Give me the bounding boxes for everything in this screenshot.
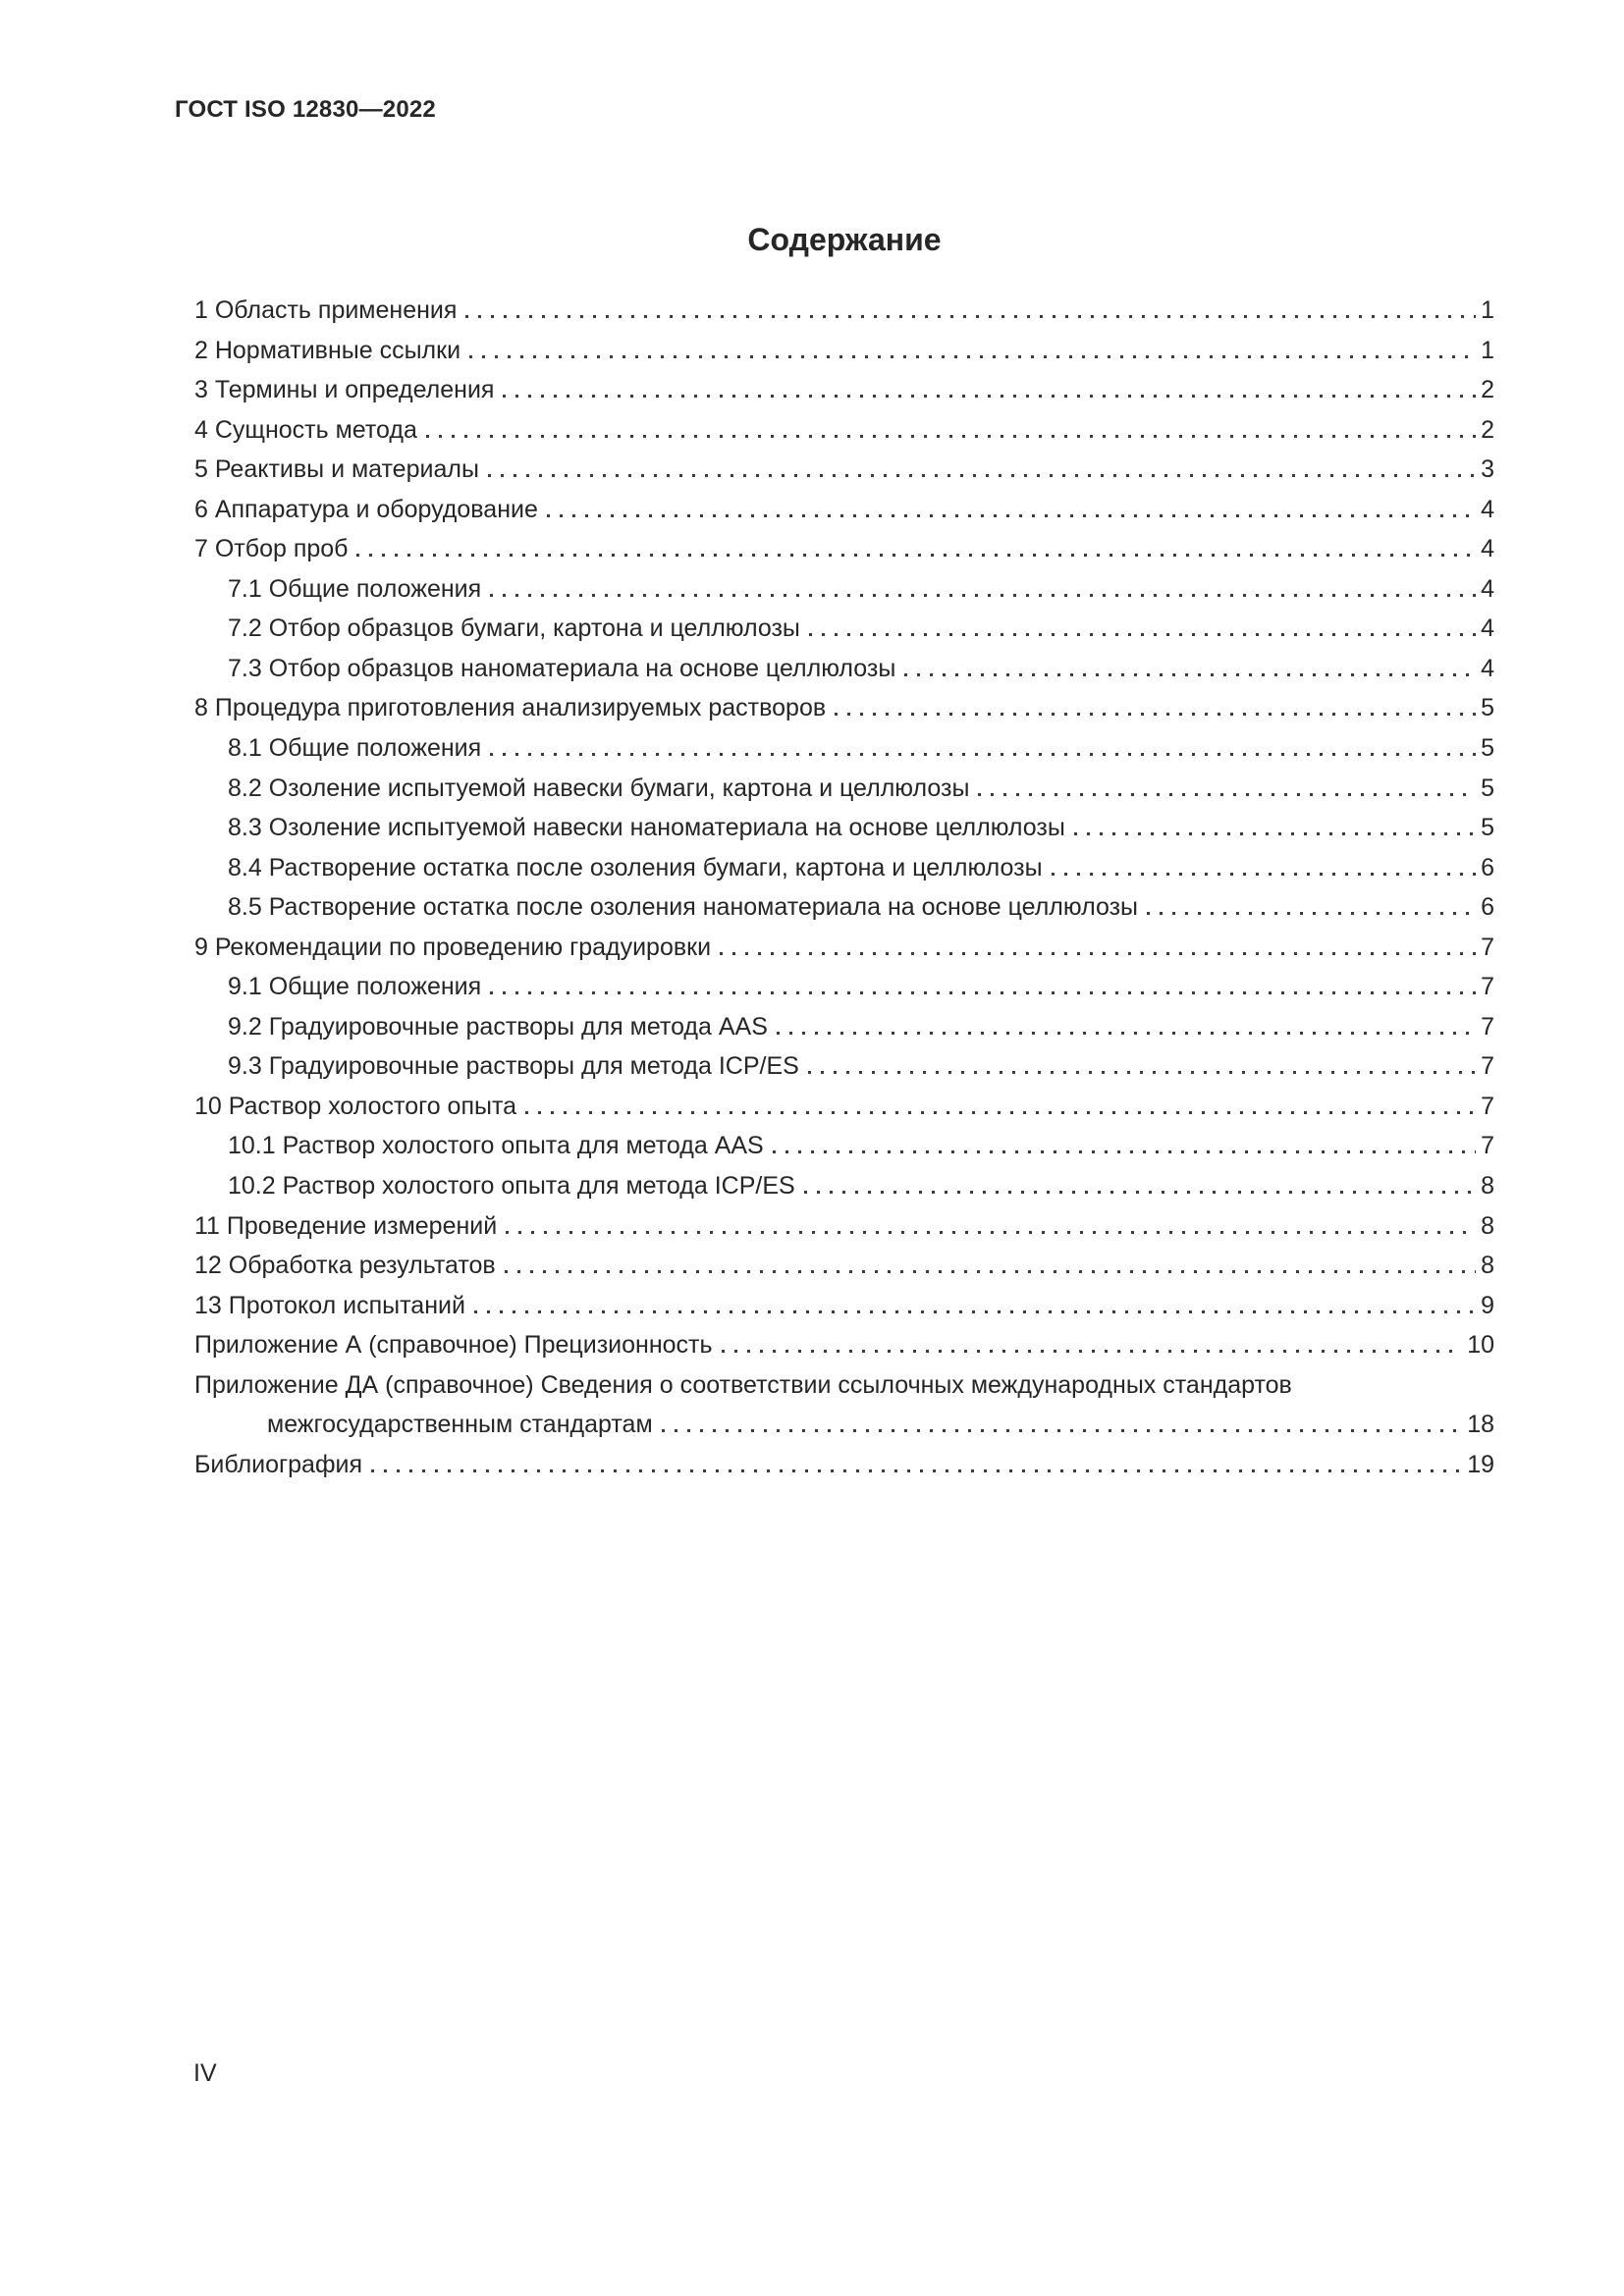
toc-entry-label: 12 Обработка результатов	[194, 1252, 496, 1280]
toc-entry-page: 7	[1481, 1052, 1494, 1081]
toc-entry	[194, 728, 1494, 769]
toc-leader-dots	[1052, 873, 1477, 876]
toc-leader-dots	[904, 673, 1476, 676]
toc-entry	[194, 1126, 1494, 1166]
toc-entry-label: 7.3 Отбор образцов наноматериала на основе целлюлозы	[228, 654, 896, 682]
toc-entry-page: 8	[1481, 1172, 1494, 1201]
toc-leader-dots	[506, 1231, 1476, 1234]
toc-leader-dots	[547, 514, 1476, 517]
toc-entry	[194, 848, 1494, 888]
toc-entry-page: 4	[1481, 495, 1494, 523]
toc-leader-dots	[808, 1071, 1476, 1074]
toc-entry-label: 8 Процедура приготовления анализируемых растворов	[194, 694, 827, 722]
toc-entry-page: 4	[1481, 654, 1494, 682]
toc-leader-dots	[1074, 832, 1476, 835]
toc-leader-dots	[505, 1270, 1476, 1273]
toc-entry-page: 7	[1481, 973, 1494, 1001]
toc-leader-dots	[426, 435, 1476, 438]
toc-entry-page: 5	[1481, 734, 1494, 763]
toc-entry	[194, 769, 1494, 809]
toc-entry-page: 5	[1481, 774, 1494, 802]
toc-entry	[194, 1007, 1494, 1047]
toc-entry-label: Приложение А (справочное) Прецизионность	[194, 1331, 713, 1360]
toc-entry-page: 6	[1481, 893, 1494, 922]
footer-page-number: IV	[193, 2059, 217, 2087]
toc-entry	[194, 1166, 1494, 1206]
toc-entry	[194, 331, 1494, 371]
toc-entry-label: 13 Протокол испытаний	[194, 1291, 465, 1319]
toc-leader-dots	[356, 554, 1476, 557]
toc-leader-dots	[371, 1469, 1462, 1472]
toc-entry-page: 9	[1481, 1291, 1494, 1319]
toc-entry	[194, 450, 1494, 490]
toc-entry-page: 7	[1481, 1132, 1494, 1160]
toc-entry	[194, 808, 1494, 848]
toc-entry	[194, 1206, 1494, 1247]
toc-entry-label: 7.2 Отбор образцов бумаги, картона и целлюлозы	[228, 614, 800, 643]
toc-entry	[194, 1246, 1494, 1286]
toc-entry	[194, 1365, 1494, 1406]
toc-leader-dots	[474, 1310, 1476, 1313]
toc-entry-label: 5 Реактивы и материалы	[194, 455, 479, 484]
toc-entry-page: 6	[1481, 853, 1494, 881]
toc-entry-page: 1	[1481, 296, 1494, 324]
toc-entry-label: 6 Аппаратура и оборудование	[194, 495, 538, 523]
toc-entry-page: 2	[1481, 376, 1494, 404]
toc-entry-label: 8.1 Общие положения	[228, 734, 482, 763]
toc-entry-page: 5	[1481, 694, 1494, 722]
toc-leader-dots	[804, 1191, 1476, 1194]
toc-entry	[194, 291, 1494, 331]
toc-entry	[194, 1286, 1494, 1326]
toc-entry-label: 8.5 Растворение остатка после озоления наноматериала на основе целлюлозы	[228, 893, 1139, 922]
document-header: ГОСТ ISO 12830—2022	[175, 96, 436, 123]
toc-leader-dots	[490, 594, 1476, 597]
toc-leader-dots	[809, 633, 1476, 636]
toc-entry-label: 10 Раствор холостого опыта	[194, 1092, 517, 1120]
toc-entry	[194, 1405, 1494, 1445]
toc-entry-label: 9 Рекомендации по проведению градуировки	[194, 933, 712, 961]
toc-entry-label: 8.2 Озоление испытуемой навески бумаги, картона и целлюлозы	[228, 774, 970, 802]
toc-entry-label: межгосударственным стандартам	[267, 1411, 653, 1439]
toc-entry	[194, 370, 1494, 410]
toc-entry-page: 4	[1481, 535, 1494, 563]
toc-leader-dots	[488, 474, 1476, 477]
toc-leader-dots	[469, 355, 1476, 358]
toc-leader-dots	[835, 713, 1476, 716]
toc-entry	[194, 609, 1494, 649]
toc-entry-page: 2	[1481, 415, 1494, 444]
toc-entry	[194, 928, 1494, 968]
toc-entry-label: 9.3 Градуировочные растворы для метода ICP/ES	[228, 1052, 799, 1081]
toc-leader-dots	[662, 1429, 1463, 1432]
toc-entry-label: 2 Нормативные ссылки	[194, 336, 461, 364]
toc-leader-dots	[777, 1032, 1476, 1035]
toc-entry	[194, 967, 1494, 1007]
toc-entry-label: 8.3 Озоление испытуемой навески наноматериала на основе целлюлозы	[228, 814, 1065, 842]
toc-entry-page: 5	[1481, 814, 1494, 842]
toc-leader-dots	[773, 1150, 1476, 1153]
toc-entry-label: 7.1 Общие положения	[228, 574, 482, 603]
toc-entry	[194, 688, 1494, 728]
toc-entry-label: 9.2 Градуировочные растворы для метода AAS	[228, 1012, 768, 1041]
toc-entry-label: 7 Отбор проб	[194, 535, 349, 563]
toc-leader-dots	[1147, 912, 1476, 915]
toc-leader-dots	[720, 952, 1476, 955]
toc-entry-label: 9.1 Общие положения	[228, 973, 482, 1001]
toc-entry-label: 4 Сущность метода	[194, 415, 417, 444]
toc-leader-dots	[490, 753, 1476, 756]
toc-entry	[194, 887, 1494, 928]
toc-entry-page: 1	[1481, 336, 1494, 364]
toc-entry	[194, 410, 1494, 451]
toc-leader-dots	[525, 1111, 1476, 1114]
toc-entry-label: 10.1 Раствор холостого опыта для метода AAS	[228, 1132, 764, 1160]
toc-leader-dots	[503, 395, 1476, 398]
toc-leader-dots	[978, 793, 1476, 796]
toc-entry-page: 19	[1467, 1450, 1494, 1478]
toc-entry-label: Библиография	[194, 1450, 363, 1478]
toc-entry-page: 7	[1481, 1012, 1494, 1041]
toc-entry-page: 4	[1481, 614, 1494, 643]
toc-entry-label: 8.4 Растворение остатка после озоления бумаги, картона и целлюлозы	[228, 853, 1043, 881]
toc-leader-dots	[490, 991, 1476, 994]
toc-entry-page: 10	[1467, 1331, 1494, 1360]
toc-entry-label: 1 Область применения	[194, 296, 458, 324]
toc-entry	[194, 529, 1494, 569]
toc-entry	[194, 569, 1494, 610]
toc-entry-page: 4	[1481, 574, 1494, 603]
toc-entry-page: 7	[1481, 933, 1494, 961]
toc-leader-dots	[465, 315, 1476, 318]
toc-entry-page: 7	[1481, 1092, 1494, 1120]
toc-leader-dots	[722, 1350, 1463, 1353]
toc-entry	[194, 1445, 1494, 1485]
toc-entry	[194, 649, 1494, 689]
toc-entry	[194, 490, 1494, 530]
table-of-contents	[194, 291, 1494, 1484]
toc-entry	[194, 1087, 1494, 1127]
toc-entry-page: 8	[1481, 1211, 1494, 1240]
toc-entry-page: 18	[1467, 1411, 1494, 1439]
toc-entry	[194, 1325, 1494, 1365]
toc-entry-label: Приложение ДА (справочное) Сведения о соответствии ссылочных международных стандартов	[194, 1370, 1292, 1399]
page-title: Содержание	[747, 222, 942, 257]
toc-entry-page: 3	[1481, 455, 1494, 484]
toc-entry-label: 11 Проведение измерений	[194, 1211, 498, 1240]
toc-entry-label: 3 Термины и определения	[194, 376, 495, 404]
toc-entry	[194, 1046, 1494, 1087]
toc-entry-page: 8	[1481, 1252, 1494, 1280]
toc-entry-label: 10.2 Раствор холостого опыта для метода ICP/ES	[228, 1172, 795, 1201]
